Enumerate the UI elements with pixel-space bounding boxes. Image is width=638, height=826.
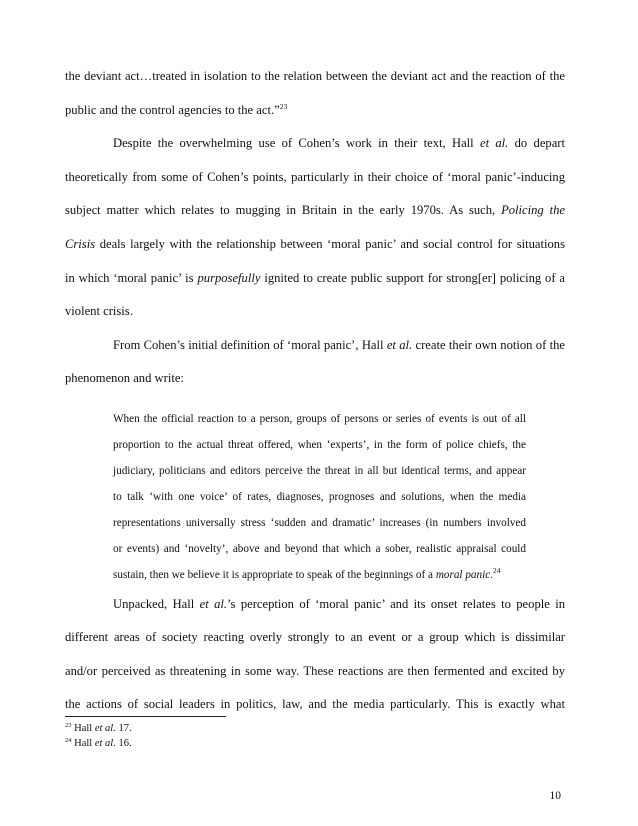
footnote-marker: 24 — [65, 737, 72, 744]
text-run: Hall — [71, 738, 95, 749]
text-run: proportion to the actual threat offered, when ‘experts’, in the form of police chiefs, the — [113, 439, 526, 451]
body-line — [65, 371, 184, 386]
text-run: Despite the overwhelming use of Cohen’s work in their text, Hall — [113, 136, 480, 150]
page-number: 10 — [549, 790, 561, 802]
text-run: and/or perceived as threatening in some way. These reactions are then fermented and excited by — [65, 664, 565, 678]
body-line — [65, 203, 565, 218]
body-line — [65, 69, 565, 84]
text-run: do depart — [508, 136, 565, 150]
body-line — [65, 664, 565, 679]
text-run: phenomenon and write: — [65, 371, 184, 385]
body-line — [65, 697, 565, 712]
block-quote-line — [113, 568, 501, 583]
italic-text: Policing the — [501, 203, 565, 217]
italic-text: purposefully — [197, 271, 261, 285]
text-run: violent crisis. — [65, 304, 133, 318]
text-run: the deviant act…treated in isolation to the relation between the deviant act and the reaction of the — [65, 69, 565, 83]
text-run: the actions of social leaders in politics, law, and the media particularly. This is exactly what — [65, 697, 565, 711]
text-run: Hall — [71, 723, 95, 734]
italic-text: moral panic — [435, 569, 491, 581]
footnote — [65, 737, 132, 750]
text-run: When the official reaction to a person, groups of persons or series of events is out of all — [113, 413, 526, 425]
text-run: create their own notion of the — [412, 338, 565, 352]
block-quote-line — [113, 412, 526, 427]
text-run: different areas of society reacting overly strongly to an event or a group which is dissimilar — [65, 630, 565, 644]
text-run: ’s perception of ‘moral panic’ and its onset relates to people in — [227, 597, 566, 611]
text-run: From Cohen’s initial definition of ‘moral panic’, Hall — [113, 338, 387, 352]
footnote-marker: 23 — [65, 722, 72, 729]
text-run: representations universally stress ‘sudden and dramatic’ increases (in numbers involved — [113, 517, 526, 529]
footnote-separator — [65, 716, 226, 717]
block-quote-line — [113, 490, 526, 505]
block-quote-line — [113, 464, 526, 479]
text-run: . — [490, 569, 493, 581]
italic-text: et al. — [94, 723, 116, 734]
text-run: Unpacked, Hall — [113, 597, 200, 611]
body-line — [113, 136, 565, 151]
text-run: public and the control agencies to the act.” — [65, 103, 280, 117]
italic-text: Crisis — [65, 237, 96, 251]
footnote — [65, 722, 132, 735]
text-run: subject matter which relates to mugging in Britain in the early 1970s. As such, — [65, 203, 502, 217]
text-run: sustain, then we believe it is appropriate to speak of the beginnings of a — [113, 569, 436, 581]
body-line — [65, 304, 133, 319]
body-line — [65, 237, 565, 252]
footnote-marker: 23 — [279, 102, 288, 111]
italic-text: et al. — [386, 338, 413, 352]
block-quote-line — [113, 438, 526, 453]
block-quote-line — [113, 516, 526, 531]
text-run: 16. — [115, 738, 132, 749]
body-line — [113, 338, 565, 353]
body-line — [65, 271, 565, 286]
text-run: or events) and ‘novelty’, above and beyond that which a sober, realistic appraisal could — [113, 543, 526, 555]
text-run: to talk ‘with one voice’ of rates, diagnoses, prognoses and solutions, when the media — [113, 491, 526, 503]
italic-text: et al. — [479, 136, 509, 150]
body-line — [65, 630, 565, 645]
body-line — [113, 597, 565, 612]
italic-text: et al. — [199, 597, 228, 611]
italic-text: et al. — [94, 738, 116, 749]
body-line — [65, 170, 565, 185]
body-line — [65, 103, 287, 118]
text-run: ignited to create public support for strong[er] policing of a — [260, 271, 565, 285]
block-quote-line — [113, 542, 526, 557]
text-run: deals largely with the relationship between ‘moral panic’ and social control for situations — [95, 237, 565, 251]
footnote-marker: 24 — [493, 566, 501, 575]
text-run: 17. — [115, 723, 132, 734]
text-run: theoretically from some of Cohen’s points, particularly in their choice of ‘moral panic’-inducing — [65, 170, 565, 184]
text-run: in which ‘moral panic’ is — [65, 271, 198, 285]
text-run: judiciary, politicians and editors perceive the threat in all but identical terms, and appear — [113, 465, 526, 477]
